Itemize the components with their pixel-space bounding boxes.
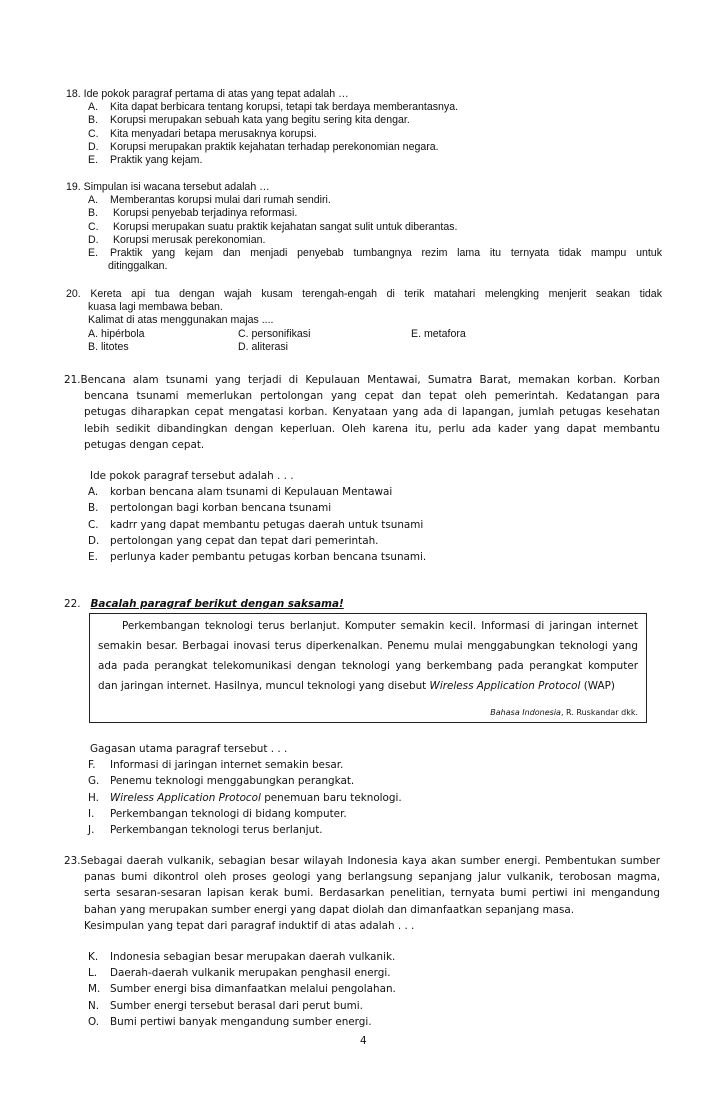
question-20-stem-line1: 20. Kereta api tua dengan wajah kusam terengah-engah di terik matahari melengking menjerit seakan tidak (66, 288, 662, 300)
question-23-line2: panas bumi dikontrol oleh proses geologi yang berlangsung sepanjang jalur vulkanik, terobosan magma, (84, 871, 660, 884)
question-18-option-a: A. Kita dapat berbicara tentang korupsi, tetapi tak berdaya memberantasnya. (88, 101, 459, 114)
question-22-option-j: J. Perkembangan teknologi terus berlanjut. (88, 824, 323, 837)
question-21-line5: petugas dengan cepat. (84, 438, 205, 451)
question-18-option-c: C. Kita menyadari betapa merusaknya korupsi. (88, 127, 317, 140)
question-22-heading (64, 596, 660, 612)
question-20-option-e: E. metafora (411, 327, 466, 340)
question-20 (66, 288, 662, 354)
question-21-option-b: B. pertolongan bagi korban bencana tsunami (88, 502, 332, 515)
question-18-option-e: E. Praktik yang kejam. (88, 154, 203, 167)
question-23-line4: bahan yang merupakan sumber energi yang dapat diolah dan dimanfaatkan sepanjang masa. (84, 903, 575, 916)
question-22-option-g: G. Penemu teknologi menggabungkan perangkat. (88, 775, 355, 788)
question-23-option-l: L. Daerah-daerah vulkanik merupakan penghasil energi. (88, 967, 391, 980)
question-19 (66, 181, 662, 273)
question-23-option-n: N. Sumber energi tersebut berasal dari perut bumi. (88, 999, 363, 1012)
question-19-option-d: D. Korupsi merusak perekonomian. (88, 233, 266, 246)
question-23-option-m: M. Sumber energi bisa dimanfaatkan melalui pengolahan. (88, 983, 396, 996)
page-number: 4 (360, 1035, 367, 1047)
question-21-question: Ide pokok paragraf tersebut adalah . . . (90, 470, 294, 482)
question-19-stem: 19. Simpulan isi wacana tersebut adalah … (66, 181, 270, 193)
question-23 (64, 853, 660, 934)
question-23-option-o: O. Bumi pertiwi banyak mengandung sumber energi. (88, 1015, 372, 1028)
question-20-stem-line2: kuasa lagi membawa beban. (88, 301, 223, 314)
question-21-option-c: C. kadrr yang dapat membantu petugas daerah untuk tsunami (88, 518, 424, 531)
question-20-option-b: B. litotes (88, 340, 129, 353)
question-18-option-d: D. Korupsi merupakan praktik kejahatan terhadap perekonomian negara. (88, 140, 439, 153)
question-22-question: Gagasan utama paragraf tersebut . . . (90, 743, 288, 755)
question-18-option-b: B. Korupsi merupakan sebuah kata yang begitu sering kita dengar. (88, 114, 410, 127)
question-21-option-e: E. perlunya kader pembantu petugas korban bencana tsunami. (88, 551, 427, 564)
passage-source: Bahasa Indonesia, R. Ruskandar dkk. (490, 708, 638, 717)
question-19-option-e: E. Praktik yang kejam dan menjadi penyebab tumbangnya rezim lama itu ternyata tidak mampu untuk (88, 247, 662, 260)
question-22-option-f: F. Informasi di jaringan internet semakin besar. (88, 759, 344, 772)
question-18 (66, 88, 662, 167)
question-22-options (88, 741, 648, 838)
question-21-line2: bencana tsunami memerlukan pertolongan yang cepat dan tepat oleh pemerintah. Kedatangan para (84, 390, 660, 403)
question-23-option-k: K. Indonesia sebagian besar merupakan daerah vulkanik. (88, 951, 396, 963)
question-19-option-b: B. Korupsi penyebab terjadinya reformasi. (88, 207, 298, 220)
question-20-options-row2 (66, 341, 662, 354)
question-20-stem-line3: Kalimat di atas menggunakan majas .... (88, 314, 274, 327)
question-19-option-c: C. Korupsi merupakan suatu praktik kejahatan sangat sulit untuk diberantas. (88, 220, 458, 233)
passage-line3: ada pada perangkat telekomunikasi dengan teknologi yang berkembang pada perangkat komputer (98, 660, 638, 672)
question-20-options-row1 (66, 328, 662, 341)
question-21-line1: 21.Bencana alam tsunami yang terjadi di Kepulauan Mentawai, Sumatra Barat, memakan korban. Korban (64, 374, 660, 386)
question-23-options (88, 949, 648, 1030)
question-23-line1: 23.Sebagai daerah vulkanik, sebagian besar wilayah Indonesia kaya akan sumber energi. Pembentukan sumber (64, 855, 660, 867)
question-21-option-a: A. korban bencana alam tsunami di Kepulauan Mentawai (88, 486, 393, 499)
question-22-option-i: I. Perkembangan teknologi di bidang komputer. (88, 807, 347, 820)
question-21-options (88, 468, 648, 565)
question-21 (64, 372, 660, 453)
question-21-line4: lebih sedikit dibandingkan dengan keperluan. Oleh karena itu, perlu ada kader yang dapat membantu (84, 422, 660, 435)
question-20-option-a: A. hipérbola (88, 327, 145, 340)
question-18-stem: 18. Ide pokok paragraf pertama di atas yang tepat adalah … (66, 88, 349, 100)
reading-passage-box (89, 613, 647, 723)
passage-line2: semakin besar. Berbagai inovasi terus diperkenalkan. Penemu mulai menggabungkan teknologi yang (98, 640, 638, 652)
question-22-number: 22. (64, 598, 81, 610)
question-19-option-e-cont: ditinggalkan. (108, 260, 168, 273)
question-22-option-h: H. Wireless Application Protocol penemuan baru teknologi. (88, 791, 402, 804)
question-23-line3: serta sesaran-sesaran lapisan kerak bumi. Berdasarkan penelitian, ternyata bumi pertiwi ini mengandung (84, 887, 660, 900)
passage-line1: Perkembangan teknologi terus berlanjut. Komputer semakin kecil. Informasi di jaringan internet (122, 620, 638, 632)
question-22-instruction: Bacalah paragraf berikut dengan saksama! (90, 598, 344, 610)
question-19-option-a: A. Memberantas korupsi mulai dari rumah sendiri. (88, 194, 331, 207)
question-20-option-c: C. personifikasi (238, 327, 311, 340)
question-20-option-d: D. aliterasi (238, 340, 289, 353)
question-21-option-d: D. pertolongan yang cepat dan tepat dari pemerintah. (88, 534, 379, 547)
question-21-line3: petugas diharapkan cepat mengatasi korban. Kenyataan yang ada di lapangan, jumlah petugas kesehatan (84, 406, 660, 419)
question-23-question: Kesimpulan yang tepat dari paragraf induktif di atas adalah . . . (84, 919, 415, 932)
passage-line4: dan jaringan internet. Hasilnya, muncul teknologi yang disebut Wireless Application Protocol (WAP) (98, 680, 615, 692)
